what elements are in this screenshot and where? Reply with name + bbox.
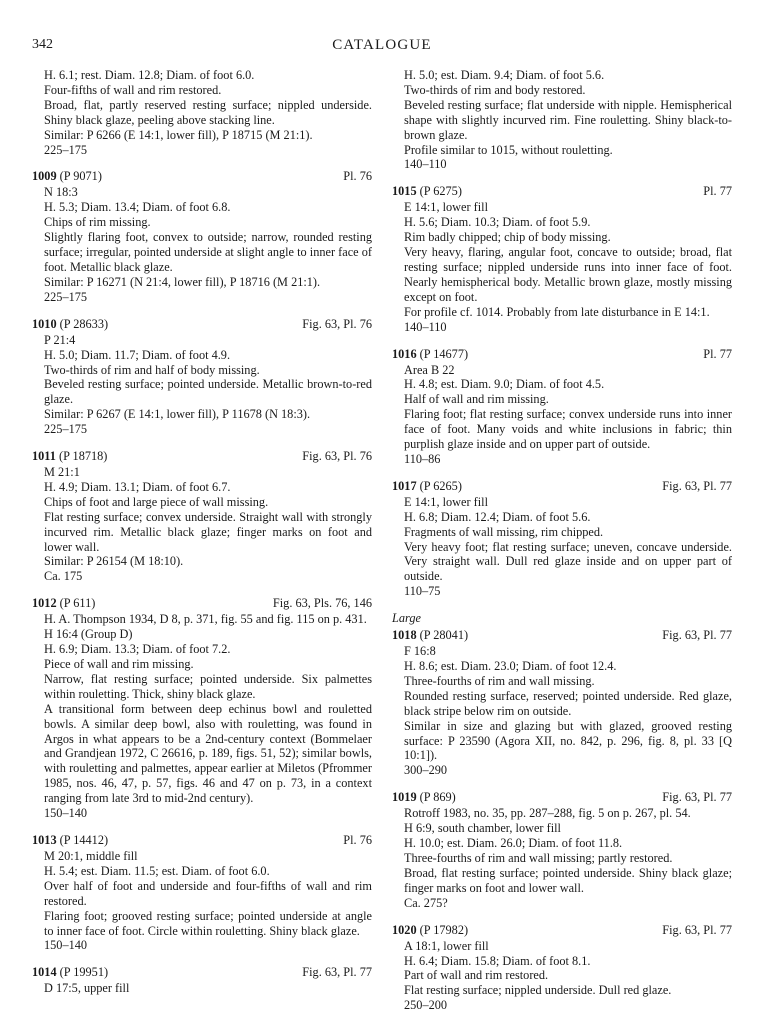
- entry-line: Rim badly chipped; chip of body missing.: [404, 230, 611, 245]
- entry-date: 140–110: [404, 319, 447, 334]
- entry-paragraph: Piece of wall and rim missing.: [44, 657, 194, 671]
- entry-paragraph: H. 6.9; Diam. 13.3; Diam. of foot 7.2.: [44, 642, 231, 657]
- catalogue-entry: [32, 833, 372, 953]
- entry-line: H. 6.4; Diam. 15.8; Diam. of foot 8.1.: [404, 953, 591, 968]
- entry-paragraph: Profile similar to 1015, without rouletting.: [404, 142, 613, 157]
- entry-line: H. 10.0; est. Diam. 26.0; Diam. of foot 11.8.: [404, 836, 623, 851]
- inventory-number: (P 14677): [419, 346, 469, 361]
- entry-date: Ca. 175: [44, 569, 83, 584]
- catalogue-entry: [392, 790, 732, 910]
- entry-heading: [392, 923, 732, 938]
- entry-date: 225–175: [44, 289, 88, 304]
- entry-line: Chips of rim missing.: [44, 215, 151, 230]
- entry-line: Three-fourths of rim and wall missing.: [404, 673, 595, 688]
- entry-paragraph: H 16:4 (Group D): [44, 627, 133, 642]
- entry-paragraph: Slightly flaring foot, convex to outside; narrow, rounded resting surface; irregular, pointed underside at slight angle to inner face of foot. Metallic black glaze.: [44, 230, 372, 274]
- catalogue-entry: [392, 628, 732, 778]
- right-entry-list: [392, 628, 732, 1013]
- entry-paragraph: Narrow, flat resting surface; pointed underside. Six palmettes within rouletting. Thick, shiny black glaze.: [44, 671, 372, 701]
- entry-paragraph: H. A. Thompson 1934, D 8, p. 371, fig. 55 and fig. 115 on p. 431.: [44, 612, 367, 627]
- entry-line: F 16:8: [404, 644, 436, 659]
- left-entry-list: [32, 169, 372, 996]
- catalogue-entry: [392, 923, 732, 1014]
- entry-paragraph: Beveled resting surface; pointed underside. Metallic brown-to-red glaze.: [44, 377, 372, 407]
- figure-plate-reference: Pl. 77: [703, 346, 732, 361]
- entry-line: H. 5.0; est. Diam. 9.4; Diam. of foot 5.6.: [404, 68, 605, 82]
- entry-line: Three-fourths of rim and wall missing; partly restored.: [404, 850, 673, 865]
- entry-number: 1020: [392, 922, 417, 937]
- entry-line: M 20:1, middle fill: [44, 848, 138, 863]
- entry-number: 1017: [392, 478, 417, 493]
- entry-paragraph: Similar in size and glazing but with glazed, grooved resting surface: P 23590 (Agora XII, no. 842, p. 296, fig. 8, pl. 33 [Q 10:1]).: [404, 718, 732, 763]
- entry-paragraph: Very heavy, flaring, angular foot, concave to outside; broad, flat resting surface; nippled underside runs into inner face of foot. Nearly hemispherical body. Metallic brown glaze, mostly missing except on foot.: [404, 245, 732, 304]
- entry-number: 1019: [392, 790, 417, 805]
- entry-date: 300–290: [404, 763, 448, 778]
- entry-paragraph: For profile cf. 1014. Probably from late disturbance in E 14:1.: [404, 304, 710, 319]
- inventory-number: (P 17982): [419, 922, 469, 937]
- inventory-number: (P 6265): [419, 478, 462, 493]
- figure-plate-reference: Fig. 63, Pl. 77: [662, 478, 732, 493]
- entry-line: Two-thirds of rim and half of body missing.: [44, 362, 260, 377]
- entry-heading: [392, 184, 732, 199]
- entry-line: M 21:1: [44, 465, 80, 480]
- entry-paragraph: Similar: P 6267 (E 14:1, lower fill), P 11678 (N 18:3).: [44, 407, 311, 422]
- entry-date: 110–86: [404, 451, 441, 466]
- inventory-number: (P 28633): [59, 316, 109, 331]
- continued-entry: [392, 68, 732, 172]
- entry-paragraph: A transitional form between deep echinus bowl and rouletted bowls. A similar deep bowl, also with rouletting, was found in Argos in what appears to be a 2nd-century context (Bommelaer and Grandjean 1972, C 26616, p. 189, figs. 51, 52); similar bowls, with rouletting and palmettes, appear earlier at Miletos (Pfrommer 1985, nos. 46, 47, p. 57, figs. 46 and 47 on p. 73, in a context ranging from late 3rd to mid-2nd century).: [44, 701, 372, 806]
- entry-line: D 17:5, upper fill: [44, 981, 130, 996]
- entry-line: P 21:4: [44, 332, 76, 347]
- entry-heading: [392, 479, 732, 494]
- inventory-number: (P 18718): [59, 449, 108, 464]
- entry-date: 250–200: [404, 998, 448, 1013]
- figure-plate-reference: Pl. 77: [703, 184, 732, 199]
- figure-plate-reference: Fig. 63, Pl. 77: [662, 922, 732, 937]
- entry-number: 1015: [392, 184, 417, 199]
- figure-plate-reference: Fig. 63, Pl. 77: [662, 790, 732, 805]
- entry-number: 1010: [32, 316, 57, 331]
- entry-heading: [392, 628, 732, 643]
- entry-line: Chips of foot and large piece of wall missing.: [44, 494, 269, 509]
- catalogue-entry: [32, 596, 372, 821]
- section-label: Large: [392, 611, 421, 626]
- left-column: [32, 68, 372, 1008]
- entry-line: H. 5.0; Diam. 11.7; Diam. of foot 4.9.: [44, 347, 231, 362]
- entry-line: H. 6.1; rest. Diam. 12.8; Diam. of foot 6.0.: [44, 68, 255, 82]
- entry-paragraph: Very heavy foot; flat resting surface; uneven, concave underside. Very straight wall. Dull red glaze inside and on upper part of outside.: [404, 539, 732, 584]
- entry-heading: [32, 169, 372, 184]
- inventory-number: (P 19951): [59, 965, 109, 980]
- right-entry-list: [392, 184, 732, 599]
- entry-number: 1018: [392, 628, 417, 643]
- entry-heading: [392, 347, 732, 362]
- catalogue-entry: [32, 317, 372, 437]
- figure-plate-reference: Pl. 76: [343, 832, 372, 847]
- page-number: 342: [32, 37, 53, 52]
- entry-number: 1013: [32, 832, 57, 847]
- entry-date: Ca. 275?: [404, 895, 448, 910]
- figure-plate-reference: Fig. 63, Pl. 77: [662, 628, 732, 643]
- page-header: [32, 38, 732, 58]
- entry-number: 1011: [32, 449, 56, 464]
- entry-paragraph: Flaring foot; flat resting surface; convex underside runs into inner face of foot. Many voids and white inclusions in fabric; thin purplish glaze inside and on upper part of outside.: [404, 407, 732, 452]
- entry-heading: [32, 449, 372, 464]
- entry-paragraph: Similar: P 26154 (M 18:10).: [44, 554, 184, 569]
- inventory-number: (P 869): [419, 790, 456, 805]
- figure-plate-reference: Pl. 76: [343, 169, 372, 184]
- inventory-number: (P 28041): [419, 628, 469, 643]
- entry-line: E 14:1, lower fill: [404, 494, 489, 509]
- entry-heading: [32, 317, 372, 332]
- entry-paragraph: Rounded resting surface, reserved; pointed underside. Red glaze, black stripe below rim on outside.: [404, 688, 732, 718]
- entry-date: 110–75: [404, 584, 441, 599]
- entry-line: Four-fifths of wall and rim restored.: [44, 82, 222, 97]
- figure-plate-reference: Fig. 63, Pl. 77: [302, 965, 372, 980]
- entry-line: Rotroff 1983, no. 35, pp. 287–288, fig. 5 on p. 267, pl. 54.: [404, 806, 691, 821]
- entry-number: 1009: [32, 169, 57, 184]
- entry-number: 1014: [32, 965, 57, 980]
- catalogue-entry: [392, 347, 732, 467]
- entry-paragraph: Similar: P 6266 (E 14:1, lower fill), P 18715 (M 21:1).: [44, 127, 313, 142]
- figure-plate-reference: Fig. 63, Pls. 76, 146: [272, 596, 372, 611]
- inventory-number: (P 14412): [59, 832, 109, 847]
- entry-line: Area B 22: [404, 362, 455, 377]
- entry-line: H 6:9, south chamber, lower fill: [404, 821, 561, 836]
- entry-line: N 18:3: [44, 185, 78, 200]
- entry-number: 1016: [392, 346, 417, 361]
- catalogue-entry: [32, 965, 372, 996]
- entry-paragraph: Flaring foot; grooved resting surface; pointed underside at angle to inner face of foot. Circle within rouletting. Shiny black glaze.: [44, 908, 372, 938]
- entry-paragraph: Beveled resting surface; flat underside with nipple. Hemispherical shape with slightly incurved rim. Fine rouletting. Shiny black-to-brown glaze.: [404, 97, 732, 142]
- entry-line: Two-thirds of rim and body restored.: [404, 82, 586, 97]
- entry-line: H. 4.8; est. Diam. 9.0; Diam. of foot 4.5.: [404, 377, 605, 392]
- entry-date: 150–140: [44, 806, 88, 821]
- entry-date: 225–175: [44, 142, 88, 157]
- catalogue-entry: [392, 184, 732, 334]
- right-column: [392, 68, 732, 1025]
- entry-heading: [32, 596, 372, 611]
- entry-line: H. 4.9; Diam. 13.1; Diam. of foot 6.7.: [44, 479, 231, 494]
- entry-line: E 14:1, lower fill: [404, 200, 489, 215]
- entry-line: Part of wall and rim restored.: [404, 968, 549, 983]
- figure-plate-reference: Fig. 63, Pl. 76: [302, 449, 372, 464]
- entry-paragraph: Over half of foot and underside and four-fifths of wall and rim restored.: [44, 878, 372, 908]
- entry-date: 140–110: [404, 157, 447, 172]
- entry-line: H. 5.4; est. Diam. 11.5; est. Diam. of foot 6.0.: [44, 863, 270, 878]
- inventory-number: (P 9071): [59, 169, 102, 184]
- continued-entry: [32, 68, 372, 157]
- entry-line: H. 8.6; est. Diam. 23.0; Diam. of foot 12.4.: [404, 659, 617, 673]
- entry-number: 1012: [32, 596, 57, 611]
- entry-paragraph: Broad, flat resting surface; pointed underside. Shiny black glaze; finger marks on foot and lower wall.: [404, 865, 732, 895]
- entry-line: Fragments of wall missing, rim chipped.: [404, 524, 604, 539]
- running-head: CATALOGUE: [332, 37, 432, 53]
- entry-line: A 18:1, lower fill: [404, 938, 489, 953]
- entry-heading: [32, 965, 372, 980]
- catalogue-entry: [392, 479, 732, 599]
- entry-paragraph: Similar: P 16271 (N 21:4, lower fill), P 18716 (M 21:1).: [44, 274, 321, 289]
- entry-date: 225–175: [44, 422, 88, 437]
- inventory-number: (P 611): [59, 596, 96, 611]
- entry-line: Half of wall and rim missing.: [404, 392, 549, 407]
- entry-line: H. 5.6; Diam. 10.3; Diam. of foot 5.9.: [404, 215, 591, 230]
- entry-paragraph: Flat resting surface; nippled underside. Dull red glaze.: [404, 983, 672, 998]
- catalogue-entry: [32, 449, 372, 584]
- entry-paragraph: Flat resting surface; convex underside. Straight wall with strongly incurved rim. Metallic black glaze; finger marks on foot and lower wall.: [44, 509, 372, 554]
- entry-heading: [392, 790, 732, 805]
- entry-heading: [32, 833, 372, 848]
- entry-line: H. 6.8; Diam. 12.4; Diam. of foot 5.6.: [404, 509, 591, 524]
- entry-paragraph: Broad, flat, partly reserved resting surface; nippled underside. Shiny black glaze, peeling above stacking line.: [44, 97, 372, 127]
- inventory-number: (P 6275): [419, 184, 462, 199]
- catalogue-entry: [32, 169, 372, 304]
- entry-line: H. 5.3; Diam. 13.4; Diam. of foot 6.8.: [44, 200, 231, 215]
- entry-date: 150–140: [44, 938, 88, 953]
- figure-plate-reference: Fig. 63, Pl. 76: [302, 316, 372, 331]
